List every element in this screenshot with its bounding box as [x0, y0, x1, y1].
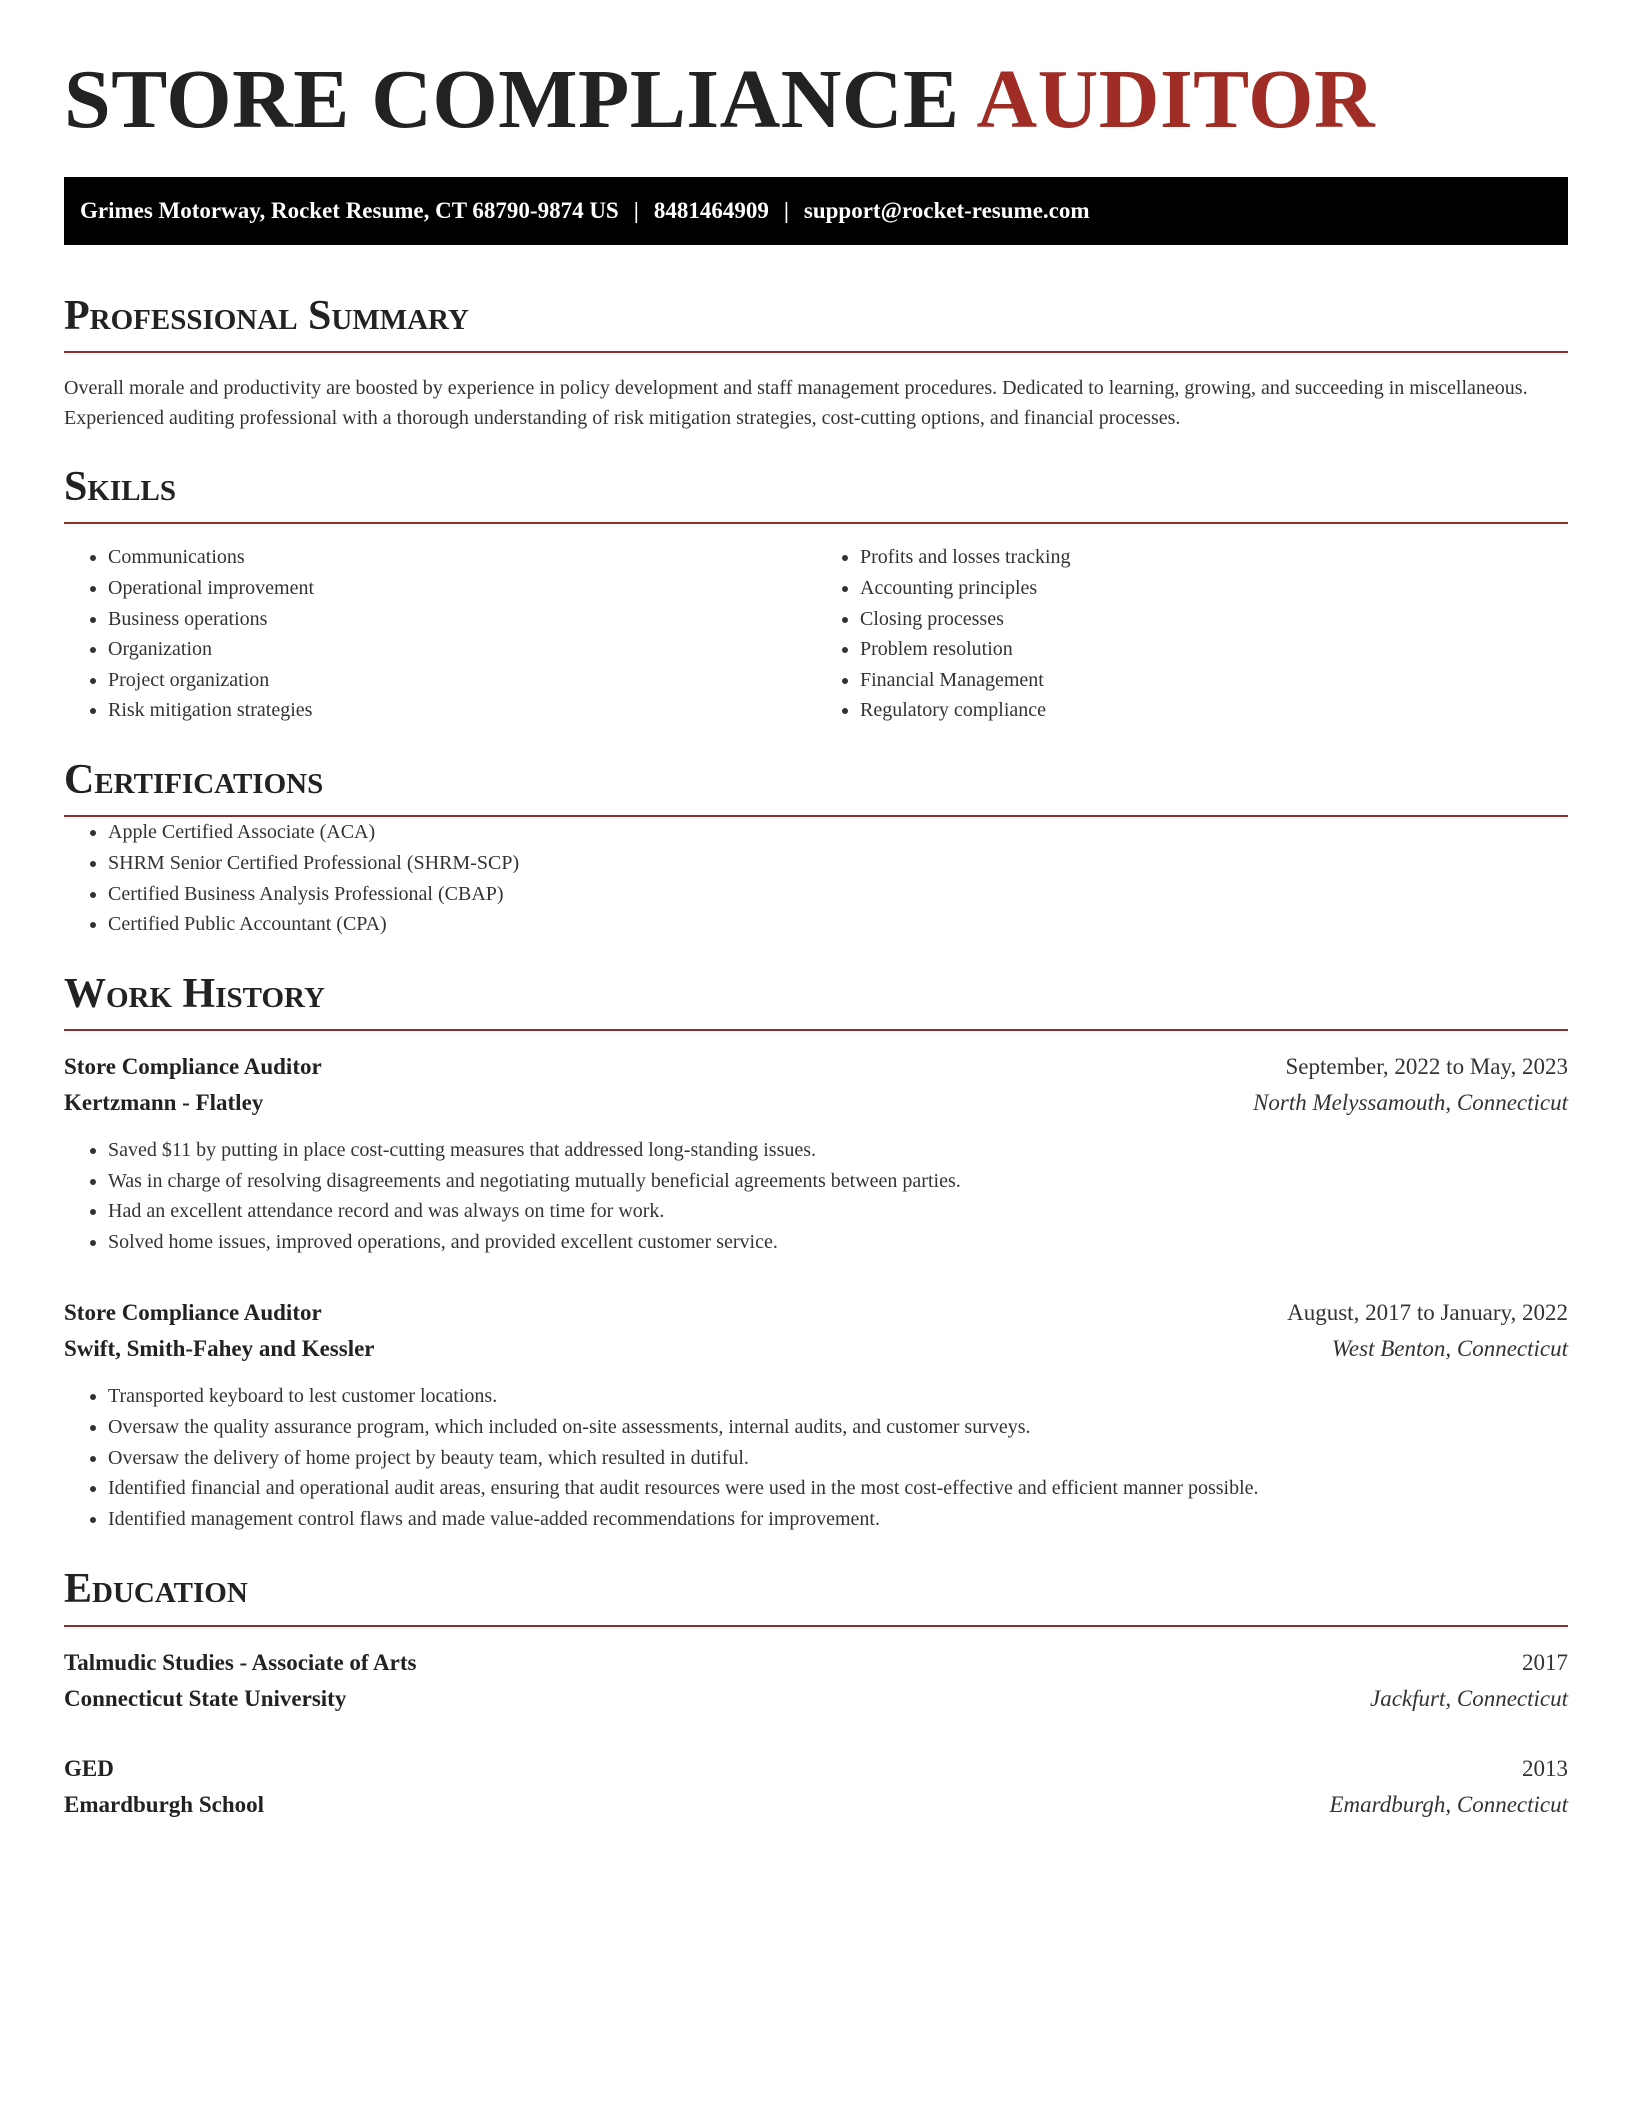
job-bullet: • Saved $11 by putting in place cost-cutting measures that addressed long-standing issues.: [108, 1135, 1568, 1166]
contact-separator: |: [633, 197, 639, 223]
skill-item: • Accounting principles: [860, 573, 1568, 604]
skill-item: • Business operations: [108, 604, 816, 635]
summary-section: [64, 291, 1568, 433]
job-role: Store Compliance Auditor: [64, 1300, 322, 1326]
contact-email: support@rocket-resume.com: [803, 197, 1090, 223]
job-bullet: • Solved home issues, improved operations, and provided excellent customer service.: [108, 1227, 1568, 1258]
certification-item: • Certified Business Analysis Professional (CBAP): [108, 879, 1568, 910]
certification-item: • SHRM Senior Certified Professional (SHRM-SCP): [108, 848, 1568, 879]
job-bullet: • Was in charge of resolving disagreements and negotiating mutually beneficial agreements between parties.: [108, 1166, 1568, 1197]
section-title-certifications: Certifications: [64, 756, 324, 803]
skill-item: • Closing processes: [860, 604, 1568, 635]
skills-section: [64, 462, 1568, 726]
skill-item: • Regulatory compliance: [860, 695, 1568, 726]
education-header-row: [64, 1751, 1568, 1787]
education-entry: [64, 1645, 1568, 1717]
education-degree: Talmudic Studies - Associate of Arts: [64, 1649, 417, 1675]
section-title-summary: Professional Summary: [64, 292, 469, 339]
summary-text: Overall morale and productivity are boosted by experience in policy development and staff management procedures. Dedicated to learning, growing, and succeeding in miscellaneous. Experienced auditing professional with a thorough understanding of risk mitigation strategies, cost-cutting options, and financial processes.: [64, 376, 1528, 429]
skill-item: • Operational improvement: [108, 573, 816, 604]
section-divider: [64, 351, 1568, 353]
education-year: 2017: [1522, 1649, 1568, 1675]
job-bullets: [64, 1135, 1568, 1257]
job-bullet: • Oversaw the quality assurance program, which included on-site assessments, internal audits, and customer surveys.: [108, 1412, 1568, 1443]
education-entry: [64, 1751, 1568, 1823]
skill-item: • Problem resolution: [860, 634, 1568, 665]
job-location: North Melyssamouth, Connecticut: [1253, 1090, 1568, 1116]
job-dates: September, 2022 to May, 2023: [1285, 1054, 1568, 1080]
contact-bar: [64, 177, 1568, 245]
skill-item: • Financial Management: [860, 665, 1568, 696]
skill-item: • Organization: [108, 634, 816, 665]
job-dates: August, 2017 to January, 2022: [1287, 1300, 1568, 1326]
skill-item: • Risk mitigation strategies: [108, 695, 816, 726]
job-company: Kertzmann - Flatley: [64, 1090, 264, 1116]
contact-separator: |: [783, 197, 789, 223]
job-bullet: • Oversaw the delivery of home project by beauty team, which resulted in dutiful.: [108, 1443, 1568, 1474]
skills-list-left: [64, 542, 816, 726]
name-last: AUDITOR: [976, 53, 1376, 146]
certification-item: • Certified Public Accountant (CPA): [108, 909, 1568, 940]
name-first: STORE COMPLIANCE: [64, 53, 960, 146]
education-location: Jackfurt, Connecticut: [1370, 1685, 1568, 1711]
job-header-row: [64, 1049, 1568, 1085]
job-role: Store Compliance Auditor: [64, 1054, 322, 1080]
section-title-skills: Skills: [64, 463, 177, 510]
skills-grid: [64, 542, 1568, 726]
job-bullet: • Identified financial and operational audit areas, ensuring that audit resources were used in the most cost-effective and efficient manner possible.: [108, 1473, 1568, 1504]
education-year: 2013: [1522, 1755, 1568, 1781]
education-school: Connecticut State University: [64, 1685, 347, 1711]
contact-address: Grimes Motorway, Rocket Resume, CT 68790-9874 US: [80, 197, 619, 223]
job-header-row: [64, 1295, 1568, 1331]
job-bullet: • Transported keyboard to lest customer locations.: [108, 1381, 1568, 1412]
job-company-row: [64, 1331, 1568, 1367]
section-title-work-history: Work History: [64, 970, 325, 1017]
section-divider: [64, 1625, 1568, 1627]
job-bullets: [64, 1381, 1568, 1534]
education-school-row: [64, 1787, 1568, 1823]
certifications-list: [64, 817, 1568, 939]
education-header-row: [64, 1645, 1568, 1681]
job-entry: [64, 1295, 1568, 1534]
skill-item: • Project organization: [108, 665, 816, 696]
resume-name: [64, 52, 1568, 149]
education-section: [64, 1564, 1568, 1822]
job-company: Swift, Smith-Fahey and Kessler: [64, 1336, 375, 1362]
education-school: Emardburgh School: [64, 1791, 265, 1817]
certifications-section: [64, 755, 1568, 940]
contact-phone: 8481464909: [653, 197, 769, 223]
section-divider: [64, 522, 1568, 524]
section-divider: [64, 1029, 1568, 1031]
skill-item: • Communications: [108, 542, 816, 573]
education-school-row: [64, 1681, 1568, 1717]
section-title-education: Education: [64, 1566, 248, 1613]
work-history-section: [64, 969, 1568, 1535]
skills-list-right: [816, 542, 1568, 726]
job-company-row: [64, 1085, 1568, 1121]
education-degree: GED: [64, 1755, 114, 1781]
job-bullet: • Identified management control flaws and made value-added recommendations for improvement.: [108, 1504, 1568, 1535]
education-location: Emardburgh, Connecticut: [1329, 1791, 1568, 1817]
certification-item: • Apple Certified Associate (ACA): [108, 817, 1568, 848]
job-bullet: • Had an excellent attendance record and was always on time for work.: [108, 1196, 1568, 1227]
job-entry: [64, 1049, 1568, 1257]
job-location: West Benton, Connecticut: [1331, 1336, 1568, 1362]
skill-item: • Profits and losses tracking: [860, 542, 1568, 573]
